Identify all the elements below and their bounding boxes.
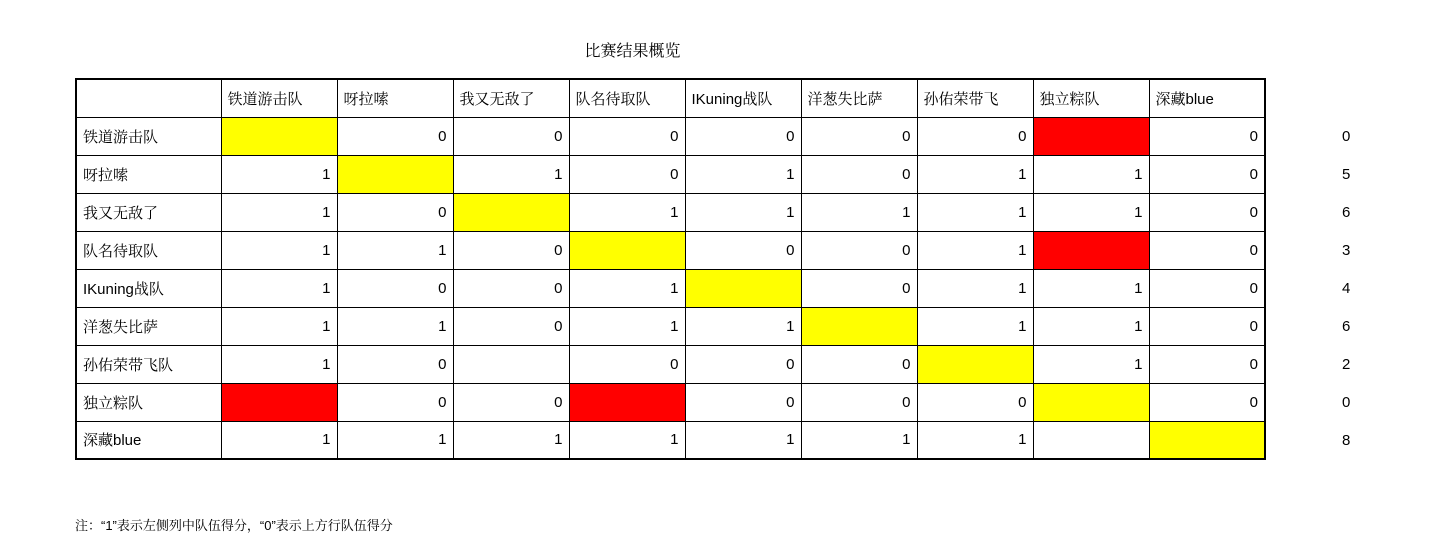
matrix-cell: 1: [221, 307, 337, 345]
matrix-cell: 0: [1149, 383, 1265, 421]
matrix-cell: 0: [801, 117, 917, 155]
matrix-cell: [685, 269, 801, 307]
matrix-cell: 0: [337, 383, 453, 421]
matrix-cell: [917, 345, 1033, 383]
row-header: 呀拉嗦: [76, 155, 221, 193]
matrix-cell: [1033, 421, 1149, 459]
row-total: 2: [1342, 356, 1351, 373]
column-header: 铁道游击队: [221, 79, 337, 117]
matrix-cell: 1: [917, 231, 1033, 269]
row-header: 队名待取队: [76, 231, 221, 269]
row-total: 5: [1342, 166, 1351, 183]
matrix-cell: 0: [685, 117, 801, 155]
matrix-cell: 0: [453, 231, 569, 269]
table-row: [76, 155, 1265, 193]
matrix-cell: 0: [801, 383, 917, 421]
matrix-cell: 1: [801, 193, 917, 231]
matrix-cell: [569, 383, 685, 421]
matrix-cell: 1: [1033, 269, 1149, 307]
table-row: [76, 307, 1265, 345]
matrix-cell: 0: [453, 307, 569, 345]
matrix-cell: 0: [453, 117, 569, 155]
matrix-cell: 0: [917, 117, 1033, 155]
matrix-cell: 0: [1149, 193, 1265, 231]
matrix-cell: [1033, 231, 1149, 269]
table-row: [76, 117, 1265, 155]
table-row: [76, 421, 1265, 459]
column-header: 深藏blue: [1149, 79, 1265, 117]
totals-column: [1290, 78, 1380, 460]
totals-spacer: [1290, 78, 1380, 118]
matrix-cell: 1: [801, 421, 917, 459]
matrix-cell: [1033, 383, 1149, 421]
matrix-cell: 1: [917, 269, 1033, 307]
matrix-cell: 1: [569, 269, 685, 307]
matrix-cell: 0: [801, 231, 917, 269]
matrix-cell: 1: [1033, 155, 1149, 193]
column-header: IKuning战队: [685, 79, 801, 117]
legend-note: 注：“1”表示左侧列中队伍得分，“0”表示上方行队伍得分: [75, 518, 393, 533]
matrix-cell: 1: [685, 193, 801, 231]
matrix-cell: 1: [221, 345, 337, 383]
matrix-cell: 1: [221, 269, 337, 307]
matrix-cell: 1: [917, 421, 1033, 459]
row-total: 3: [1342, 242, 1351, 259]
matrix-cell: 0: [801, 345, 917, 383]
matrix-cell: 1: [685, 421, 801, 459]
row-header: IKuning战队: [76, 269, 221, 307]
matrix-cell: [801, 307, 917, 345]
table-body: [76, 117, 1265, 459]
table-row: [76, 345, 1265, 383]
matrix-cell: [337, 155, 453, 193]
matrix-cell: 1: [337, 421, 453, 459]
column-header: 洋葱失比萨: [801, 79, 917, 117]
matrix-cell: 1: [569, 193, 685, 231]
matrix-cell: 0: [453, 383, 569, 421]
matrix-cell: 1: [569, 421, 685, 459]
matrix-cell: 1: [917, 193, 1033, 231]
row-header: 独立粽队: [76, 383, 221, 421]
matrix-cell: 0: [685, 345, 801, 383]
matrix-cell: 0: [1149, 345, 1265, 383]
column-header: 独立粽队: [1033, 79, 1149, 117]
matrix-cell: 1: [337, 307, 453, 345]
matrix-cell: 0: [801, 155, 917, 193]
row-total: 6: [1342, 318, 1351, 335]
column-header: 我又无敌了: [453, 79, 569, 117]
matrix-cell: 0: [337, 193, 453, 231]
matrix-cell: 1: [221, 155, 337, 193]
table-row: [76, 383, 1265, 421]
matrix-cell: 0: [801, 269, 917, 307]
row-header: 孙佑荣带飞队: [76, 345, 221, 383]
matrix-cell: 1: [221, 193, 337, 231]
matrix-cell: [1149, 421, 1265, 459]
matrix-cell: [221, 383, 337, 421]
column-header: 孙佑荣带飞: [917, 79, 1033, 117]
matrix-cell: [221, 117, 337, 155]
matrix-cell: 1: [685, 307, 801, 345]
row-total: 4: [1342, 280, 1351, 297]
table-row: [76, 231, 1265, 269]
matrix-cell: [453, 345, 569, 383]
column-header: 队名待取队: [569, 79, 685, 117]
row-total: 8: [1342, 432, 1351, 449]
matrix-cell: 0: [1149, 117, 1265, 155]
matrix-cell: 0: [1149, 269, 1265, 307]
matrix-cell: 0: [685, 383, 801, 421]
matrix-cell: 0: [1149, 155, 1265, 193]
matrix-cell: 1: [917, 155, 1033, 193]
row-total: 6: [1342, 204, 1351, 221]
matrix-cell: 1: [569, 307, 685, 345]
row-header: 我又无敌了: [76, 193, 221, 231]
page-title: 比赛结果概览: [584, 43, 681, 60]
matrix-cell: 0: [1149, 307, 1265, 345]
matrix-cell: 0: [685, 231, 801, 269]
row-total: 0: [1342, 394, 1351, 411]
table-row: [76, 193, 1265, 231]
matrix-cell: 1: [1033, 193, 1149, 231]
row-header: 洋葱失比萨: [76, 307, 221, 345]
matrix-cell: 0: [337, 117, 453, 155]
matrix-cell: 0: [1149, 231, 1265, 269]
row-header: 深藏blue: [76, 421, 221, 459]
matrix-cell: 1: [221, 231, 337, 269]
table-row: [76, 269, 1265, 307]
matrix-cell: [1033, 117, 1149, 155]
matrix-cell: 1: [337, 231, 453, 269]
matrix-cell: 0: [569, 155, 685, 193]
matrix-cell: 1: [917, 307, 1033, 345]
matrix-cell: 0: [337, 345, 453, 383]
row-total: 0: [1342, 128, 1351, 145]
matrix-cell: 0: [569, 117, 685, 155]
matrix-cell: 1: [685, 155, 801, 193]
matrix-cell: 1: [1033, 345, 1149, 383]
matrix-cell: 1: [453, 155, 569, 193]
column-header: 呀拉嗦: [337, 79, 453, 117]
results-matrix-container: [75, 78, 1266, 460]
results-matrix-table: [75, 78, 1266, 460]
matrix-cell: [569, 231, 685, 269]
matrix-cell: 0: [337, 269, 453, 307]
matrix-corner-cell: [76, 79, 221, 117]
matrix-cell: 0: [453, 269, 569, 307]
matrix-cell: 1: [453, 421, 569, 459]
row-header: 铁道游击队: [76, 117, 221, 155]
matrix-cell: 0: [917, 383, 1033, 421]
matrix-cell: 0: [569, 345, 685, 383]
matrix-cell: 1: [1033, 307, 1149, 345]
matrix-cell: [453, 193, 569, 231]
table-header-row: [76, 79, 1265, 117]
matrix-cell: 1: [221, 421, 337, 459]
